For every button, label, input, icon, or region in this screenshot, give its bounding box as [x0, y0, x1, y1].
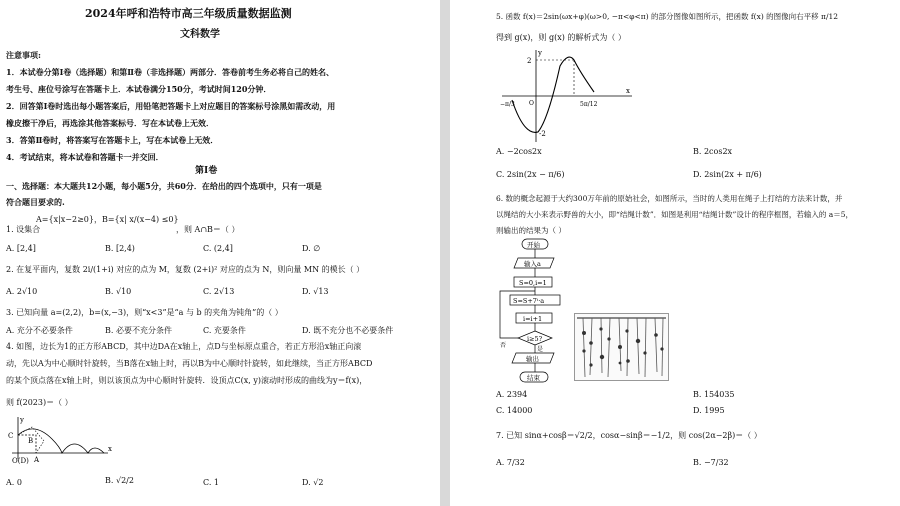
part-heading: 一、选择题：本大题共12小题，每小题5分，共60分．在给出的四个选项中，只有一项是	[6, 181, 322, 191]
q5-line: 得到 g(x)，则 g(x) 的解析式为（ ）	[496, 33, 626, 42]
fig-label-origin: O(D)	[12, 457, 29, 465]
notice-heading: 注意事项:	[6, 50, 41, 60]
q4-line: 的某个顶点落在x轴上时，则以该顶点为中心顺时针旋转．设顶点C(x, y)滚动时形成的曲线为y＝f(x)，	[6, 376, 368, 385]
q3-option-a: A. 充分不必要条件	[6, 326, 73, 335]
exam-title: 2024年呼和浩特市高三年级质量数据监测	[85, 7, 292, 20]
fig-y-label: y	[20, 416, 24, 424]
q4-option-b: B. √2/2	[105, 476, 134, 485]
q4-line: 则 f(2023)＝（ ）	[6, 398, 73, 407]
square-outline	[18, 435, 36, 453]
graph-y-label: y	[538, 49, 542, 57]
q6-option-b: B. 154035	[693, 390, 735, 399]
q5-line: 5. 函数 f(x)＝2sin(ωx+φ)(ω>0, −π<φ<π) 的部分图像如图所示，把函数 f(x) 的图像向右平移 π/12	[496, 12, 839, 21]
q3-stem: 3. 已知向量 a=(2,2)，b=(x,−3)，则“x<3”是“a 与 b 的夹角为钝角”的（ ）	[6, 308, 283, 317]
right-page	[450, 0, 900, 506]
notice-line: 1．本试卷分第Ⅰ卷（选择题）和第Ⅱ卷（非选择题）两部分．答卷前考生务必将自己的姓名、	[6, 67, 335, 77]
q3-option-b: B. 必要不充分条件	[105, 326, 172, 335]
fig-x-label: x	[108, 445, 112, 453]
fig-label-c: C	[8, 432, 14, 440]
q4-option-d: D. √2	[302, 478, 324, 487]
graph-origin-label: O	[529, 100, 534, 107]
flow-decision-text: i≥5?	[527, 335, 543, 343]
notice-line: 4．考试结束，将本试卷和答题卡一并交回．	[6, 152, 164, 162]
flow-sum-text: S=S+7ⁱ·a	[513, 297, 545, 305]
q6-line: 则输出的结果为（ ）	[496, 226, 566, 235]
q6-line: 以绳结的大小来表示野兽的大小，即“结绳计数”．如图是利用“结绳计数”设计的程序框图，若输入的 a＝5，	[496, 210, 853, 219]
q1-ask: ，则 A∩B＝（ ）	[176, 225, 240, 234]
flow-start-text: 开始	[527, 241, 540, 249]
q4-option-c: C. 1	[203, 478, 220, 487]
q2-option-c: C. 2√13	[203, 287, 235, 296]
q5-option-a: A. −2cos2x	[496, 147, 542, 156]
q3-option-d: D. 既不充分也不必要条件	[302, 326, 394, 335]
flow-init-text: S=0,i=1	[519, 279, 547, 287]
q2-option-a: A. 2√10	[6, 287, 38, 296]
notice-line: 2．回答第Ⅰ卷时选出每小题答案后，用铅笔把答题卡上对应题目的答案标号涂黑如需改动，用	[6, 101, 336, 111]
q6-line: 6. 数的概念起源于大约300万年前的原始社会，如图所示，当时的人类用在绳子上打结的方法来计数，并	[496, 194, 843, 203]
q4-rolling-square-figure	[4, 413, 114, 469]
flow-output-text: 输出	[526, 355, 539, 363]
flow-end-text: 结束	[527, 374, 540, 382]
q7-option-a: A. 7/32	[496, 458, 525, 467]
q2-option-d: D. √13	[302, 287, 329, 296]
fig-label-a: A	[34, 456, 40, 464]
flow-no-label: 否	[500, 342, 507, 349]
q1-option-b: B. [2,4)	[105, 244, 135, 253]
q5-sine-graph	[498, 48, 638, 144]
graph-min-label: -2	[539, 130, 546, 138]
q7-stem: 7. 已知 sinα+cosβ＝√2/2，cosα−sinβ＝−1/2，则 cos(2α−2β)＝（ ）	[496, 431, 762, 440]
q6-option-c: C. 14000	[496, 406, 533, 415]
q2-stem: 2. 在复平面内，复数 2i/(1+i) 对应的点为 M，复数 (2+i)² 对应的点为 N，则向量 MN 的模长（ ）	[6, 265, 365, 274]
notice-line: 3．答第Ⅱ卷时，将答案写在答题卡上，写在本试卷上无效．	[6, 135, 219, 145]
q5-option-c: C. 2sin(2x − π/6)	[496, 170, 565, 179]
q2-option-b: B. √10	[105, 287, 132, 296]
flow-yes-label: 是	[537, 346, 544, 353]
q7-option-b: B. −7/32	[693, 458, 729, 467]
flow-input-text: 输入a	[524, 260, 541, 268]
q5-option-d: D. 2sin(2x + π/6)	[693, 170, 762, 179]
q5-option-b: B. 2cos2x	[693, 147, 733, 156]
sine-curve	[512, 57, 594, 132]
fig-label-b: B	[28, 437, 34, 445]
knotted-rope-image	[574, 313, 669, 381]
q1-set-def: A={x|x−2≥0}，B={x| x/(x−4) ≤0}	[36, 215, 179, 224]
q6-option-a: A. 2394	[496, 390, 528, 399]
q1-option-c: C. (2,4]	[203, 244, 233, 253]
exam-subtitle: 文科数学	[180, 29, 220, 40]
flow-increment-text: i=i+1	[523, 315, 543, 323]
q4-line: 动，先以A为中心顺时针旋转，当B落在x轴上时，再以B为中心顺时针旋转，如此继续，当正方形ABCD	[6, 359, 373, 368]
graph-x-label: x	[626, 87, 630, 95]
graph-right-tick: 5π/12	[580, 101, 598, 108]
notice-line: 考生号、座位号涂写在答题卡上．本试卷满分150分，考试时间120分钟．	[6, 84, 272, 94]
graph-left-tick: −π/3	[500, 101, 515, 108]
notice-line: 橡皮擦干净后，再选涂其他答案标号．写在本试卷上无效．	[6, 118, 214, 128]
q1-option-a: A. [2,4]	[6, 244, 36, 253]
left-page	[0, 0, 440, 506]
q4-option-a: A. 0	[6, 478, 22, 487]
q1-stem: 1. 设集合	[6, 225, 41, 234]
q1-option-d: D. ∅	[302, 244, 321, 253]
graph-max-label: 2	[527, 57, 532, 65]
q6-option-d: D. 1995	[693, 406, 725, 415]
section-title: 第Ⅰ卷	[195, 166, 218, 176]
q4-line: 4. 如图，边长为1的正方形ABCD，其中边DA在x轴上，点D与坐标原点重合，若正方形沿x轴正向滚	[6, 342, 362, 351]
q3-option-c: C. 充要条件	[203, 326, 246, 335]
part-heading: 符合题目要求的.	[6, 197, 65, 207]
